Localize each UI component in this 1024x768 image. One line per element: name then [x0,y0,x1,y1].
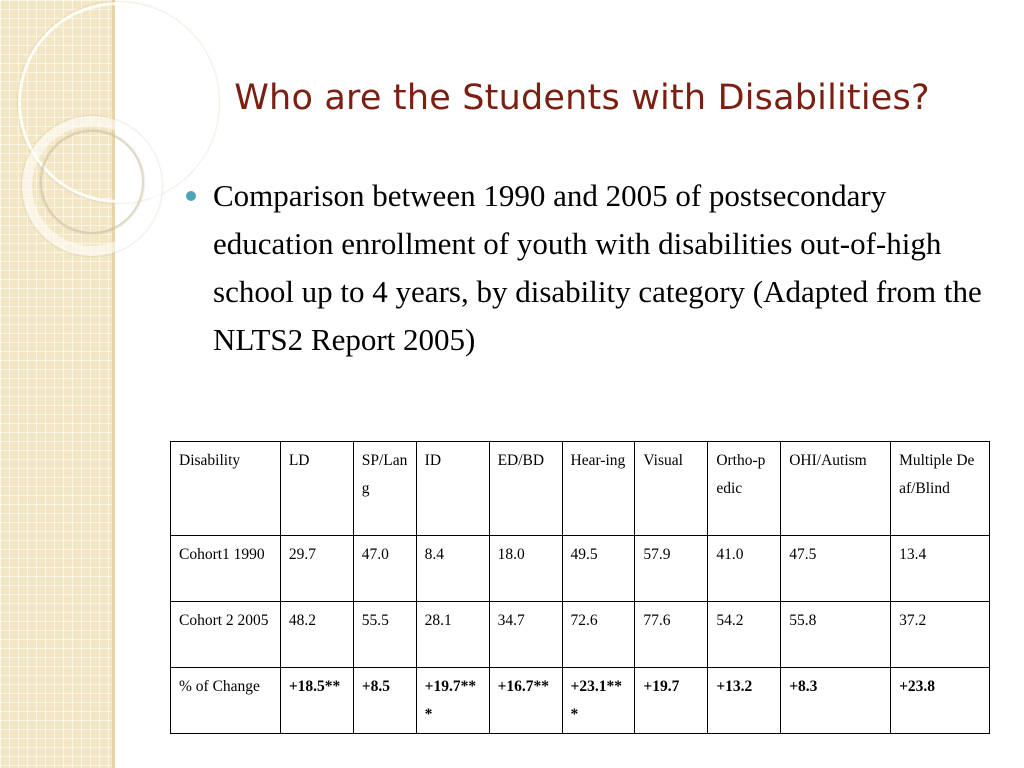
table-cell: 47.0 [353,536,416,602]
table-cell: 47.5 [781,536,891,602]
table-header-cell: Hear-ing [562,442,635,536]
table-cell: 8.4 [416,536,489,602]
table-cell: +16.7** [489,668,562,734]
table-cell: +13.2 [708,668,781,734]
row-label: Cohort1 1990 [171,536,281,602]
row-label: Cohort 2 2005 [171,602,281,668]
table-cell: 18.0 [489,536,562,602]
table-cell: +23.1*** [562,668,635,734]
table-header-cell: ID [416,442,489,536]
table-cell: +23.8 [891,668,990,734]
table-cell: 34.7 [489,602,562,668]
table-header-cell: SP/Lang [353,442,416,536]
table-cell: 72.6 [562,602,635,668]
table-cell: 55.8 [781,602,891,668]
table-header-row [171,442,990,536]
table-cell: +8.5 [353,668,416,734]
table-cell: 54.2 [708,602,781,668]
table-cell: 13.4 [891,536,990,602]
table-row [171,536,990,602]
table-cell: 29.7 [280,536,353,602]
table-cell: 49.5 [562,536,635,602]
table-cell: 77.6 [635,602,708,668]
row-label: % of Change [171,668,281,734]
table-cell: 37.2 [891,602,990,668]
enrollment-table [170,441,990,734]
table-row [171,602,990,668]
table-header-cell: LD [280,442,353,536]
table-cell: 41.0 [708,536,781,602]
table-cell: 57.9 [635,536,708,602]
bullet-text: Comparison between 1990 and 2005 of postsecondary education enrollment of youth with disabilities out-of-high school up to 4 years, by disability category (Adapted from the NLTS2 Report 2005) [213,178,982,357]
bullet-item [186,172,996,364]
table-cell: +18.5** [280,668,353,734]
table-cell: +19.7 [635,668,708,734]
table-cell: +19.7*** [416,668,489,734]
table-header-cell: Visual [635,442,708,536]
table-header-cell: Ortho-pedic [708,442,781,536]
table-cell: 28.1 [416,602,489,668]
bullet-dot-icon [186,191,196,201]
table-cell: 55.5 [353,602,416,668]
decorative-ring [40,130,144,234]
table-cell: 48.2 [280,602,353,668]
table-row [171,668,990,734]
table-header-cell: Multiple Deaf/Blind [891,442,990,536]
table-header-cell: ED/BD [489,442,562,536]
table-header-cell: Disability [171,442,281,536]
table-cell: +8.3 [781,668,891,734]
slide-title: Who are the Students with Disabilities? [234,78,930,118]
table-header-cell: OHI/Autism [781,442,891,536]
